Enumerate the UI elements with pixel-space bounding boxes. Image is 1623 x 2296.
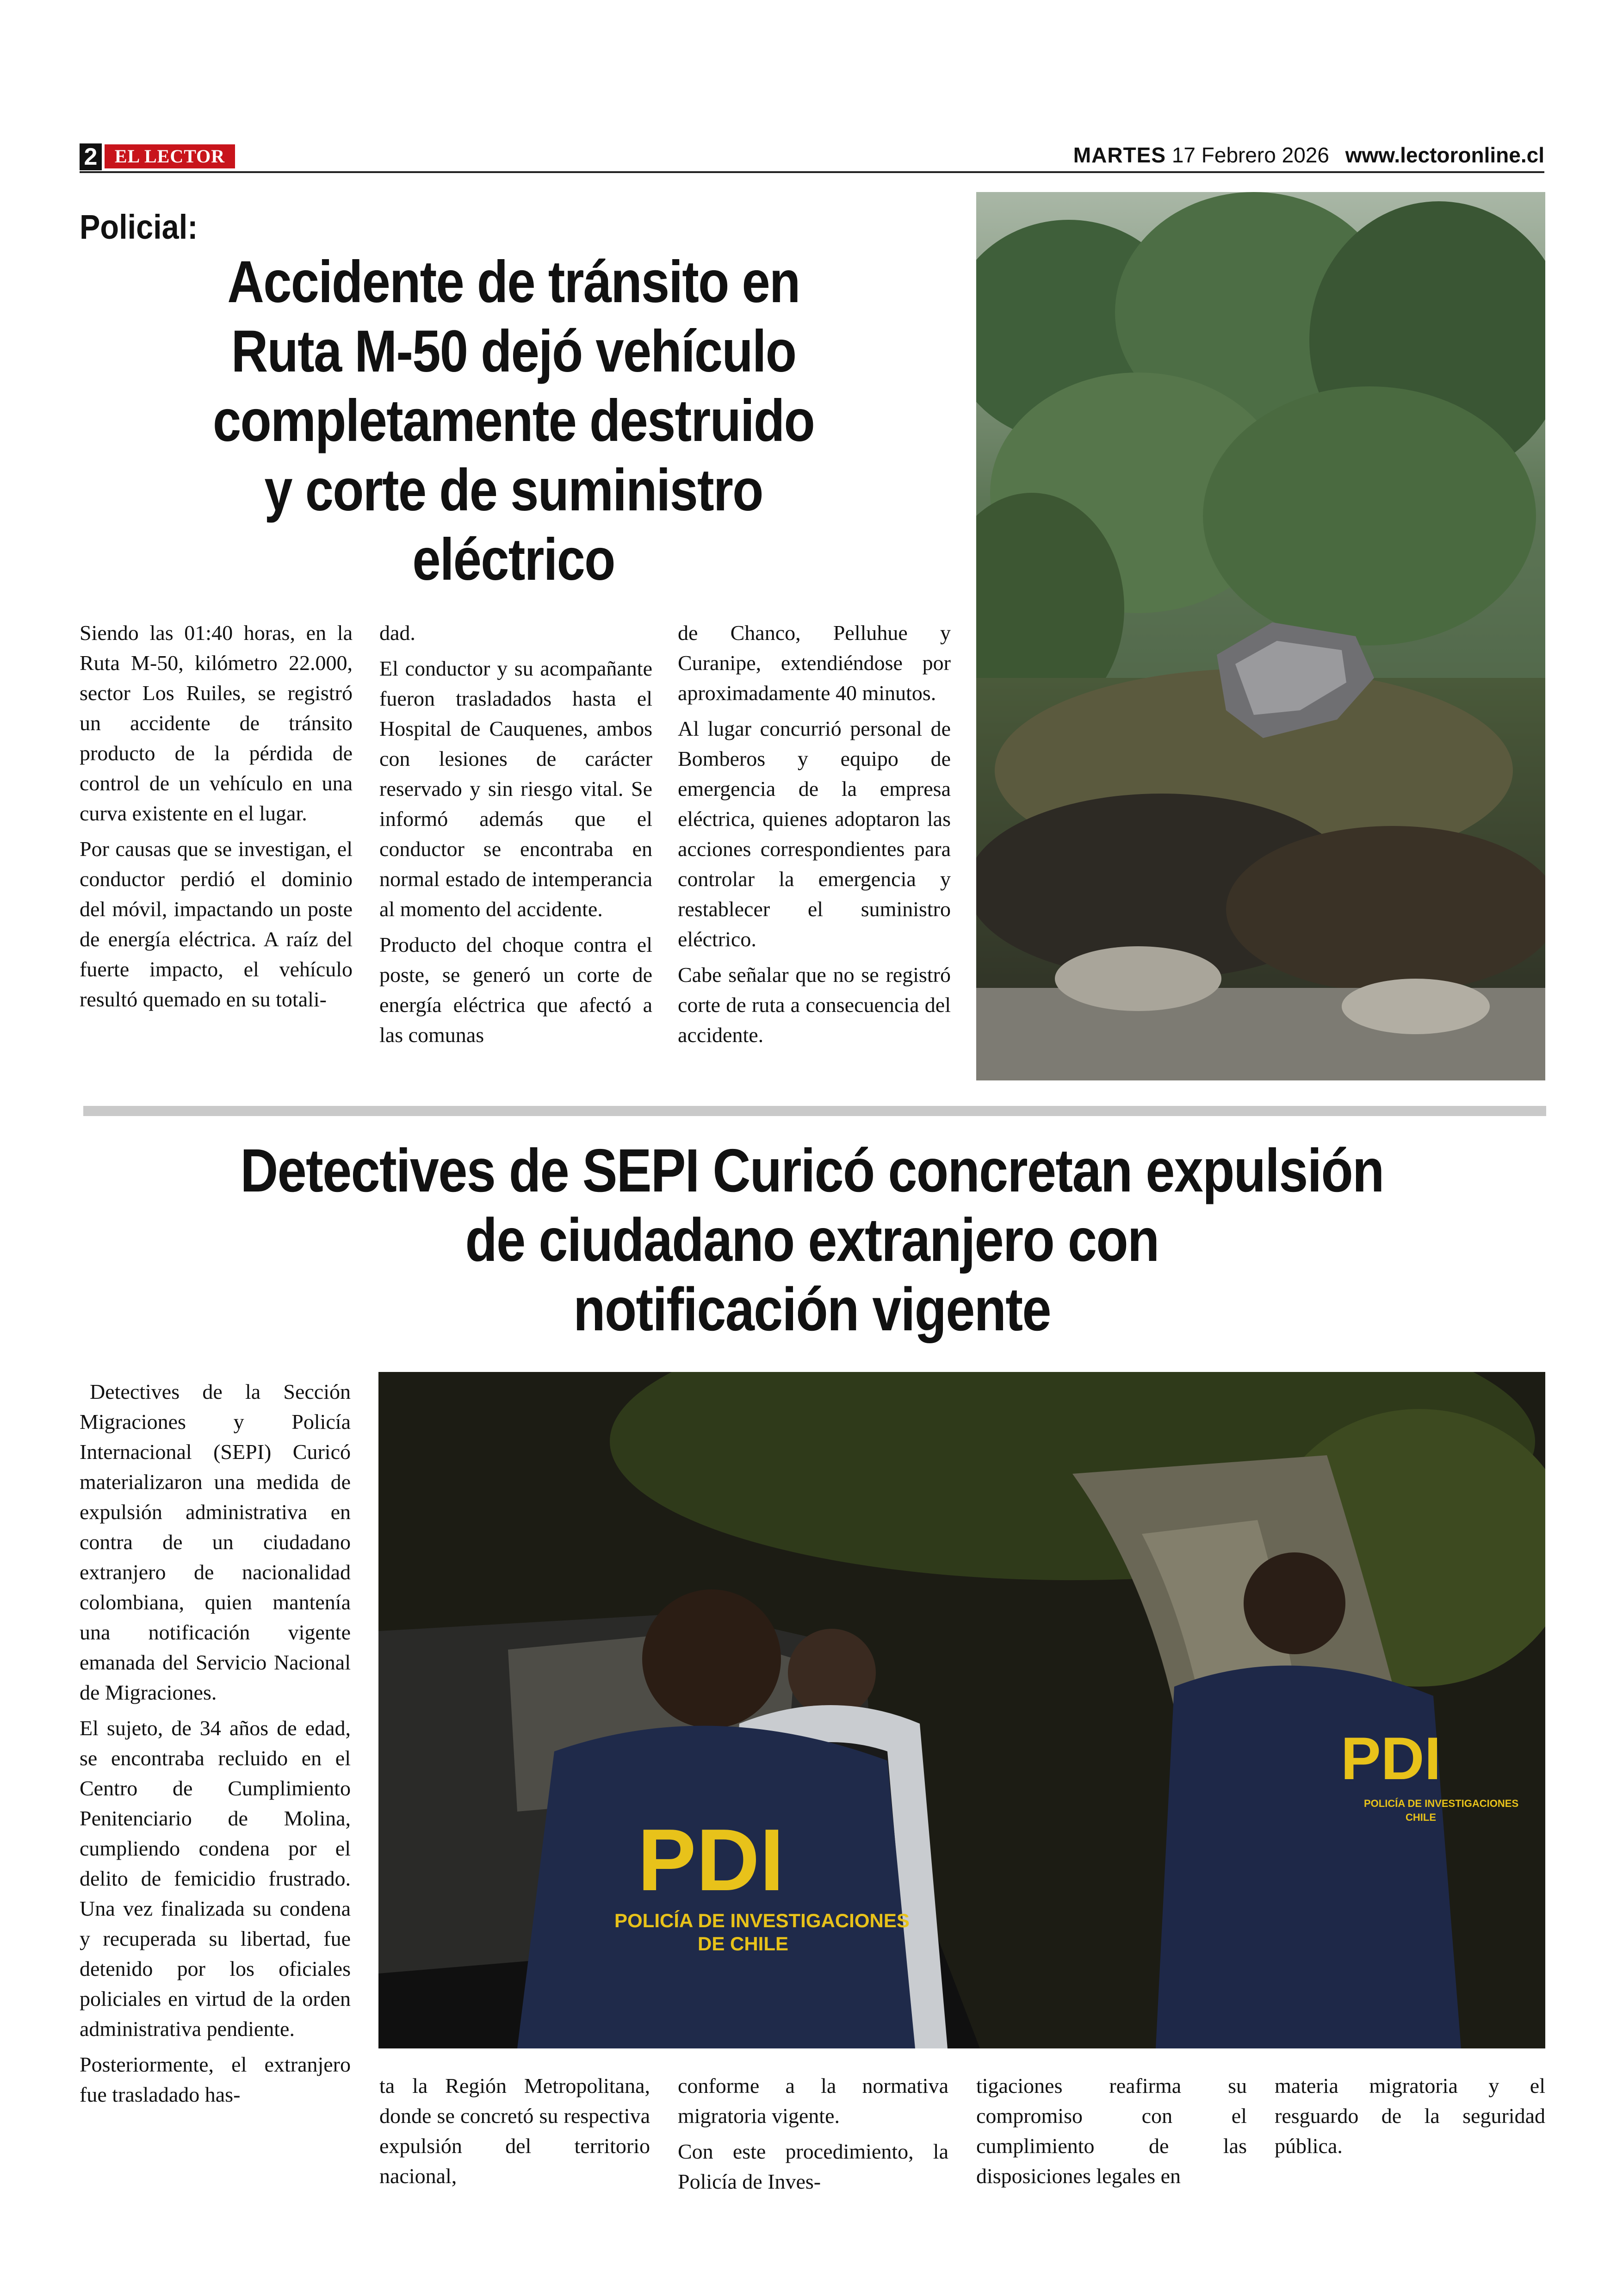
paragraph: El sujeto, de 34 años de edad, se encontraba recluido en el Centro de Cumplimiento Penitenciario de Molina, cumpliendo condena por el delito de femicidio frustrado. Una vez finalizada su condena y recuperada su libertad, fue detenido por los oficiales policiales en virtud de la orden administrativa pendiente. bbox=[80, 1716, 351, 2041]
headline-line: notificación vigente bbox=[573, 1275, 1051, 1343]
paragraph: Por causas que se investigan, el conductor perdió el dominio del móvil, impactando un poste de energía eléctrica. A raíz del fuerte impacto, el vehículo resultó quemado en su totali- bbox=[80, 837, 353, 1011]
paragraph: Detectives de la Sección Migraciones y Policía Internacional (SEPI) Curicó materializaron una medida de expulsión administrativa en contra de un ciudadano extranjero de nacionalidad colombiana, quien mantenía una notificación vigente emanada del Servicio Nacional de Migraciones. bbox=[80, 1380, 351, 1704]
paragraph: de Chanco, Pelluhue y Curanipe, extendiéndose por aproximadamente 40 minutos. bbox=[678, 621, 951, 705]
jacket-right-logo: PDI bbox=[1341, 1725, 1441, 1792]
paragraph: Al lugar concurrió personal de Bomberos y equipo de emergencia de la empresa eléctrica, quienes adoptaron las acciones correspondientes para controlar la emergencia y restablecer el suministro eléctrico. bbox=[678, 717, 951, 951]
jacket-right-caption-2: CHILE bbox=[1406, 1812, 1436, 1823]
headline-line: completamente destruido bbox=[213, 388, 814, 454]
header-rule bbox=[80, 171, 1544, 173]
article2-column-2 bbox=[379, 2071, 650, 2197]
page-number: 2 bbox=[80, 143, 102, 170]
jacket-left-caption: POLICÍA DE INVESTIGACIONES bbox=[614, 1910, 910, 1931]
article2-column-3 bbox=[678, 2071, 948, 2202]
paragraph: Con este procedimiento, la Policía de Inves- bbox=[678, 2140, 948, 2193]
paragraph: ta la Región Metropolitana, donde se concretó su respectiva expulsión del territorio nacional, bbox=[379, 2074, 650, 2188]
accident-photo bbox=[976, 192, 1545, 1080]
paragraph: materia migratoria y el resguardo de la seguridad pública. bbox=[1275, 2074, 1545, 2158]
newspaper-logo: EL LECTOR bbox=[105, 144, 235, 168]
header-day: MARTES bbox=[1073, 143, 1166, 167]
headline-line: de ciudadano extranjero con bbox=[465, 1206, 1159, 1274]
article1-column-3 bbox=[678, 618, 951, 1055]
headline-line: Accidente de tránsito en bbox=[227, 249, 800, 315]
jacket-left-caption-2: DE CHILE bbox=[698, 1933, 789, 1955]
header-date: 17 Febrero 2026 bbox=[1171, 143, 1329, 167]
headline-line: eléctrico bbox=[412, 527, 615, 593]
paragraph: Posteriormente, el extranjero fue trasladado has- bbox=[80, 2053, 351, 2106]
header-dateline bbox=[1073, 143, 1544, 168]
headline-line: Detectives de SEPI Curicó concretan expulsión bbox=[240, 1136, 1384, 1204]
header-website: www.lectoronline.cl bbox=[1345, 143, 1544, 167]
paragraph: El conductor y su acompañante fueron trasladados hasta el Hospital de Cauquenes, ambos con lesiones de carácter reservado y sin riesgo vital. Se informó además que el conductor se encontraba en normal estado de intemperancia al momento del accidente. bbox=[379, 657, 652, 921]
paragraph: dad. bbox=[379, 621, 415, 645]
jacket-right-caption: POLICÍA DE INVESTIGACIONES bbox=[1364, 1798, 1519, 1809]
section-label: Policial: bbox=[80, 208, 198, 246]
section-divider bbox=[83, 1106, 1546, 1116]
pdi-officers-photo bbox=[378, 1372, 1545, 2048]
jacket-left-logo: PDI bbox=[638, 1811, 784, 1909]
article2-column-5 bbox=[1275, 2071, 1545, 2166]
article1-column-1 bbox=[80, 618, 353, 1020]
paragraph: Producto del choque contra el poste, se generó un corte de energía eléctrica que afectó a las comunas bbox=[379, 933, 652, 1047]
article2-column-4 bbox=[976, 2071, 1247, 2197]
paragraph: tigaciones reafirma su compromiso con el cumplimiento de las disposiciones legales en bbox=[976, 2074, 1247, 2188]
article1-headline bbox=[191, 248, 836, 595]
article1-column-2 bbox=[379, 618, 652, 1055]
paragraph: conforme a la normativa migratoria vigente. bbox=[678, 2074, 948, 2128]
article2-headline bbox=[182, 1136, 1442, 1344]
headline-line: Ruta M-50 dejó vehículo bbox=[231, 318, 796, 385]
paragraph: Siendo las 01:40 horas, en la Ruta M-50, kilómetro 22.000, sector Los Ruiles, se registró un accidente de tránsito producto de la pérdida de control de un vehículo en una curva existente en el lugar. bbox=[80, 621, 353, 825]
headline-line: y corte de suministro bbox=[264, 457, 763, 523]
paragraph: Cabe señalar que no se registró corte de ruta a consecuencia del accidente. bbox=[678, 963, 951, 1047]
article2-column-1 bbox=[80, 1377, 351, 2115]
